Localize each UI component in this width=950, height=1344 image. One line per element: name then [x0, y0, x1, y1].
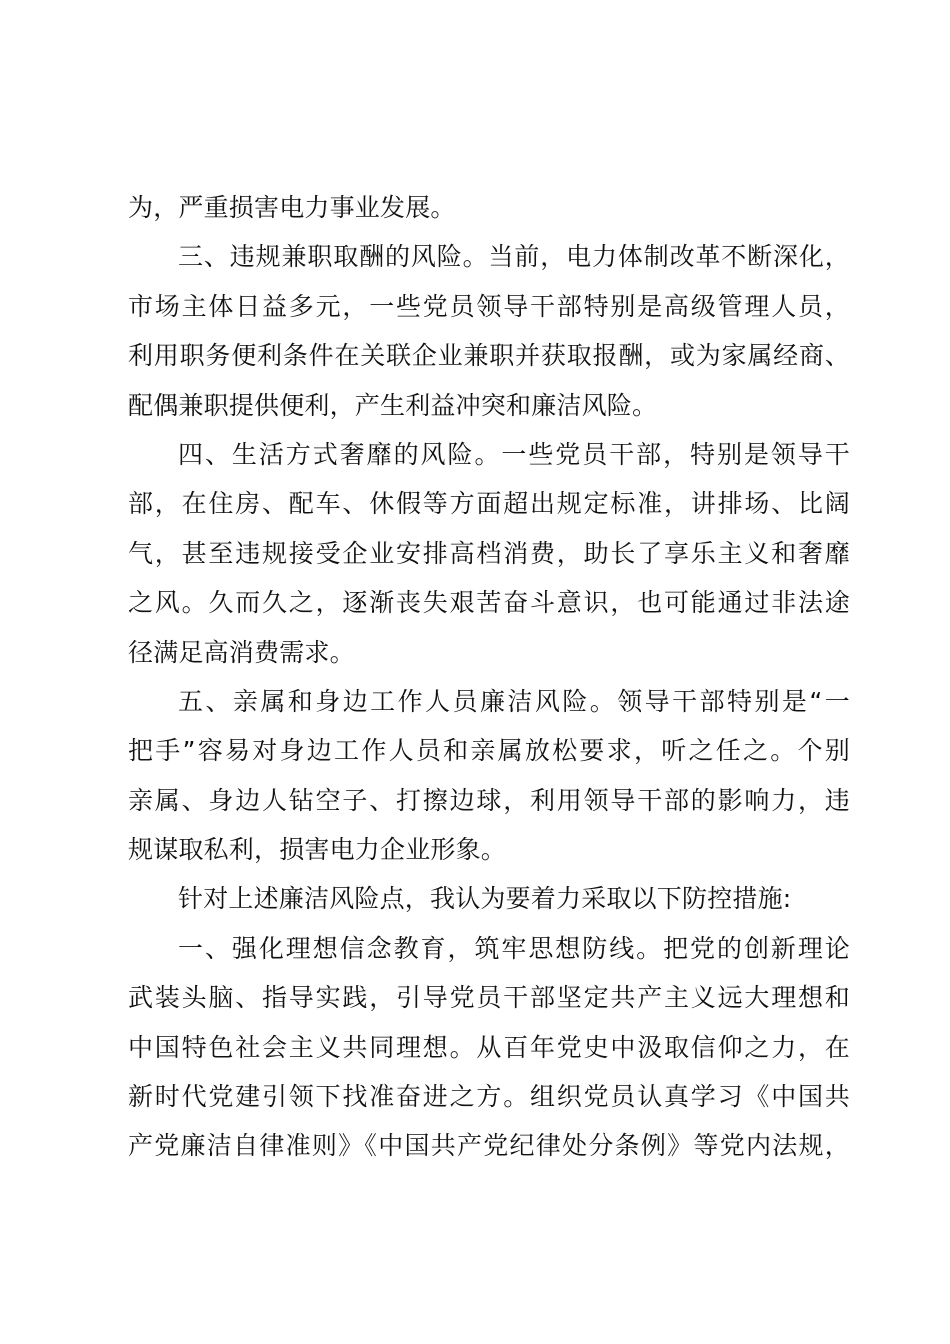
text-line: 四、生活方式奢靡的风险。一些党员干部，特别是领导干: [178, 439, 850, 469]
text-line: 部，在住房、配车、休假等方面超出规定标准，讲排场、比阔: [128, 489, 850, 519]
text-line: 产党廉洁自律准则》《中国共产党纪律处分条例》等党内法规，: [128, 1131, 850, 1161]
text-line: 新时代党建引领下找准奋进之方。组织党员认真学习《中国共: [128, 1082, 850, 1112]
text-line: 亲属、身边人钻空子、打擦边球，利用领导干部的影响力，违: [128, 785, 850, 815]
text-line: 市场主体日益多元，一些党员领导干部特别是高级管理人员，: [128, 291, 850, 321]
text-line: 针对上述廉洁风险点，我认为要着力采取以下防控措施:: [178, 884, 792, 914]
text-line: 规谋取私利，损害电力企业形象。: [128, 835, 507, 865]
text-line: 三、违规兼职取酬的风险。当前，电力体制改革不断深化，: [178, 242, 850, 272]
text-line: 中国特色社会主义共同理想。从百年党史中汲取信仰之力，在: [128, 1032, 850, 1062]
text-line: 气，甚至违规接受企业安排高档消费，助长了享乐主义和奢靡: [128, 538, 850, 568]
text-line: 径满足高消费需求。: [128, 637, 355, 667]
text-line: 为，严重损害电力事业发展。: [128, 193, 456, 222]
text-line: 武装头脑、指导实践，引导党员干部坚定共产主义远大理想和: [128, 983, 850, 1013]
text-line: 五、亲属和身边工作人员廉洁风险。领导干部特别是“一: [178, 686, 850, 716]
document-body: [128, 183, 850, 1171]
text-line: 利用职务便利条件在关联企业兼职并获取报酬，或为家属经商、: [128, 341, 850, 371]
text-line: 一、强化理想信念教育，筑牢思想防线。把党的创新理论: [178, 933, 850, 963]
text-line: 之风。久而久之，逐渐丧失艰苦奋斗意识，也可能通过非法途: [128, 588, 850, 618]
text-line: 配偶兼职提供便利，产生利益冲突和廉洁风险。: [128, 390, 658, 420]
text-line: 把手”容易对身边工作人员和亲属放松要求，听之任之。个别: [128, 736, 850, 766]
